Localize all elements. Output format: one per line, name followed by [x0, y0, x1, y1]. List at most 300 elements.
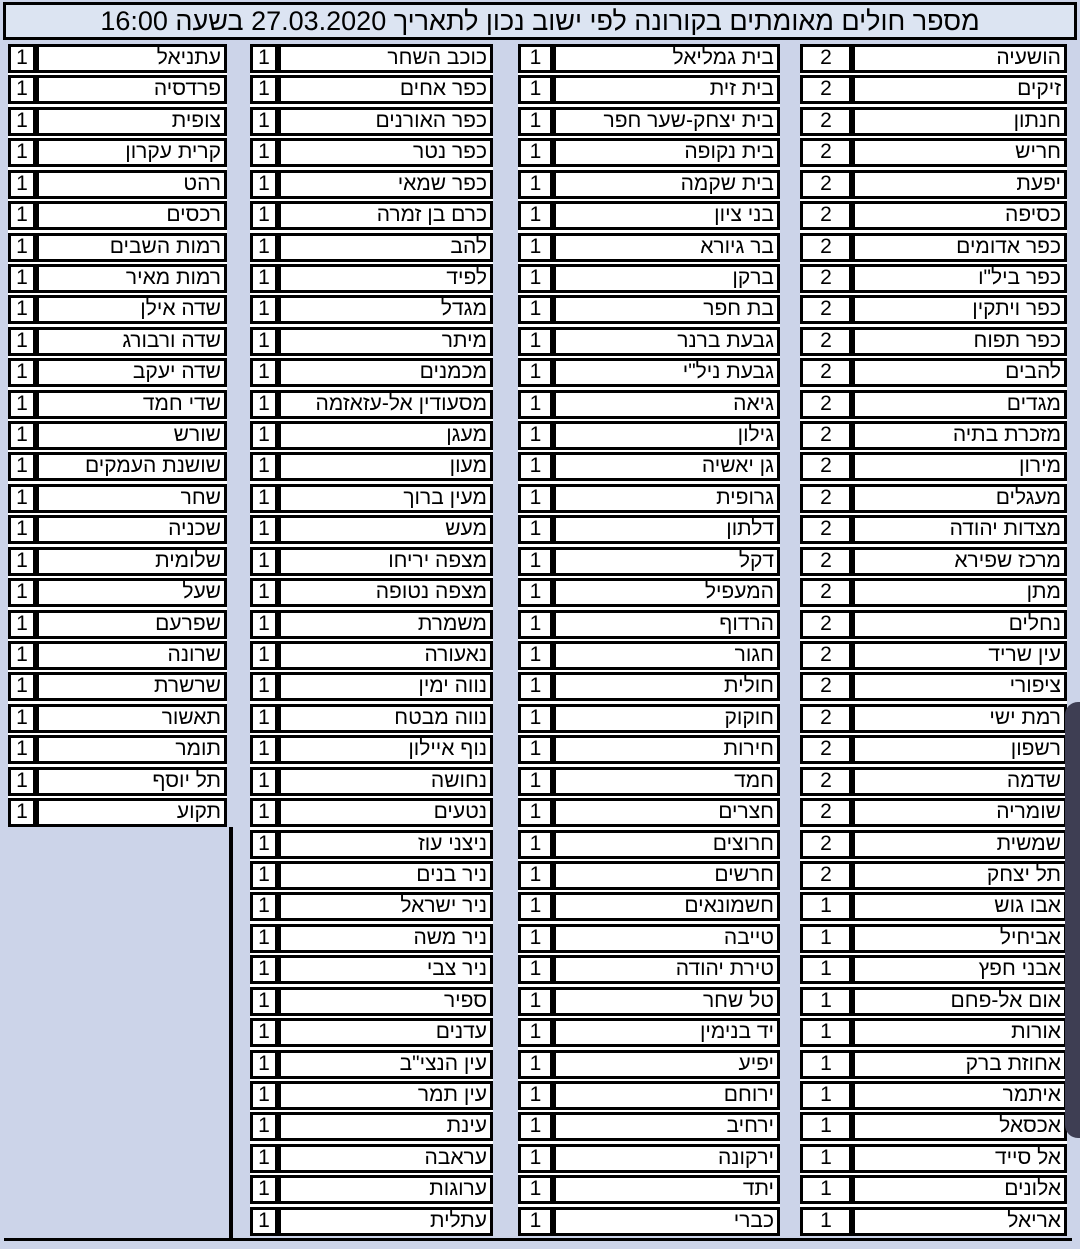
- settlement-name-cell: ניצני עוז: [278, 830, 493, 859]
- table-row: [518, 1081, 780, 1110]
- table-row: [518, 295, 780, 324]
- settlement-name-cell: חנתון: [852, 107, 1067, 136]
- case-count-cell: 2: [800, 484, 852, 513]
- case-count-cell: 1: [518, 830, 553, 859]
- table-row: [800, 1050, 1067, 1079]
- table-row: [8, 798, 227, 827]
- settlement-name-cell: כסיפה: [852, 201, 1067, 230]
- settlement-name-cell: מעש: [278, 515, 493, 544]
- settlement-name-cell: חגור: [553, 641, 780, 670]
- settlement-name-cell: פרדסיה: [36, 75, 227, 104]
- settlement-name-cell: שדה אילן: [36, 295, 227, 324]
- table-row: [8, 138, 227, 167]
- case-count-cell: 2: [800, 704, 852, 733]
- table-row: [250, 641, 493, 670]
- case-count-cell: 1: [518, 390, 553, 419]
- table-row: [8, 704, 227, 733]
- table-row: [518, 1018, 780, 1047]
- settlement-name-cell: כפר נטר: [278, 138, 493, 167]
- case-count-cell: 1: [518, 547, 553, 576]
- case-count-cell: 1: [250, 170, 278, 199]
- case-count-cell: 1: [518, 170, 553, 199]
- case-count-cell: 1: [8, 390, 36, 419]
- table-row: [800, 641, 1067, 670]
- table-row: [800, 892, 1067, 921]
- case-count-cell: 1: [250, 1081, 278, 1110]
- table-row: [250, 138, 493, 167]
- case-count-cell: 1: [250, 233, 278, 262]
- settlement-name-cell: נאעורה: [278, 641, 493, 670]
- table-row: [250, 1050, 493, 1079]
- case-count-cell: 2: [800, 547, 852, 576]
- table-row: [800, 295, 1067, 324]
- table-row: [8, 578, 227, 607]
- settlement-name-cell: טל שחר: [553, 987, 780, 1016]
- table-row: [250, 704, 493, 733]
- table-row: [250, 892, 493, 921]
- settlement-name-cell: שעל: [36, 578, 227, 607]
- settlement-name-cell: כוכב השחר: [278, 44, 493, 73]
- settlement-name-cell: חריש: [852, 138, 1067, 167]
- table-row: [518, 138, 780, 167]
- case-count-cell: 1: [250, 390, 278, 419]
- case-count-cell: 2: [800, 861, 852, 890]
- table-row: [518, 830, 780, 859]
- table-row: [250, 830, 493, 859]
- table-bottom-border: [4, 1238, 1072, 1241]
- settlement-name-cell: אחוזת ברק: [852, 1050, 1067, 1079]
- case-count-cell: 1: [800, 987, 852, 1016]
- table-row: [800, 515, 1067, 544]
- settlement-name-cell: רמות השבים: [36, 233, 227, 262]
- table-row: [8, 358, 227, 387]
- table-row: [518, 484, 780, 513]
- case-count-cell: 1: [250, 578, 278, 607]
- settlement-name-cell: גבעת ברנר: [553, 327, 780, 356]
- settlement-name-cell: חרוצים: [553, 830, 780, 859]
- settlement-name-cell: אביחיל: [852, 924, 1067, 953]
- case-count-cell: 1: [518, 484, 553, 513]
- settlement-name-cell: שורש: [36, 421, 227, 450]
- table-row: [800, 75, 1067, 104]
- table-row: [250, 201, 493, 230]
- case-count-cell: 1: [8, 107, 36, 136]
- table-row: [250, 107, 493, 136]
- case-count-cell: 1: [250, 138, 278, 167]
- case-count-cell: 1: [518, 515, 553, 544]
- table-row: [518, 1144, 780, 1173]
- settlement-name-cell: רשפון: [852, 735, 1067, 764]
- case-count-cell: 1: [518, 641, 553, 670]
- settlement-name-cell: לפיד: [278, 264, 493, 293]
- case-count-cell: 1: [250, 672, 278, 701]
- case-count-cell: 1: [518, 358, 553, 387]
- case-count-cell: 1: [800, 1144, 852, 1173]
- settlement-name-cell: יפיע: [553, 1050, 780, 1079]
- settlement-name-cell: שדי חמד: [36, 390, 227, 419]
- settlement-name-cell: גרופית: [553, 484, 780, 513]
- settlement-name-cell: שחר: [36, 484, 227, 513]
- table-row: [518, 44, 780, 73]
- case-count-cell: 1: [250, 955, 278, 984]
- settlement-name-cell: עינת: [278, 1112, 493, 1141]
- table-row: [250, 798, 493, 827]
- table-row: [8, 75, 227, 104]
- table-row: [250, 1144, 493, 1173]
- settlement-name-cell: שכניה: [36, 515, 227, 544]
- case-count-cell: 1: [250, 610, 278, 639]
- table-row: [800, 1018, 1067, 1047]
- settlement-name-cell: עין תמר: [278, 1081, 493, 1110]
- settlement-name-cell: מעגן: [278, 421, 493, 450]
- settlement-name-cell: יתד: [553, 1175, 780, 1204]
- table-row: [518, 924, 780, 953]
- settlement-name-cell: אלונים: [852, 1175, 1067, 1204]
- settlement-name-cell: ירוחם: [553, 1081, 780, 1110]
- settlement-name-cell: שפרעם: [36, 610, 227, 639]
- case-count-cell: 1: [250, 484, 278, 513]
- case-count-cell: 2: [800, 421, 852, 450]
- table-row: [518, 610, 780, 639]
- settlement-name-cell: בית יצחק-שער חפר: [553, 107, 780, 136]
- settlement-name-cell: תל יצחק: [852, 861, 1067, 890]
- table-row: [250, 75, 493, 104]
- case-count-cell: 1: [800, 1112, 852, 1141]
- table-row: [250, 264, 493, 293]
- case-count-cell: 1: [800, 955, 852, 984]
- case-count-cell: 1: [8, 641, 36, 670]
- settlement-name-cell: ספיר: [278, 987, 493, 1016]
- settlement-name-cell: מיתר: [278, 327, 493, 356]
- table-row: [800, 421, 1067, 450]
- settlement-name-cell: ציפורי: [852, 672, 1067, 701]
- case-count-cell: 1: [250, 1207, 278, 1236]
- table-row: [518, 452, 780, 481]
- case-count-cell: 1: [250, 1112, 278, 1141]
- table-row: [250, 358, 493, 387]
- settlement-name-cell: חמד: [553, 767, 780, 796]
- table-row: [800, 264, 1067, 293]
- settlement-name-cell: מצפה יריחו: [278, 547, 493, 576]
- table-row: [800, 1207, 1067, 1236]
- table-row: [250, 987, 493, 1016]
- case-count-cell: 1: [250, 201, 278, 230]
- table-row: [8, 44, 227, 73]
- settlement-name-cell: אורות: [852, 1018, 1067, 1047]
- settlement-name-cell: כברי: [553, 1207, 780, 1236]
- table-row: [250, 672, 493, 701]
- table-row: [518, 1207, 780, 1236]
- case-count-cell: 1: [518, 1081, 553, 1110]
- settlement-name-cell: אל סייד: [852, 1144, 1067, 1173]
- settlement-name-cell: ערוגות: [278, 1175, 493, 1204]
- case-count-cell: 1: [8, 578, 36, 607]
- table-row: [8, 201, 227, 230]
- case-count-cell: 1: [800, 1018, 852, 1047]
- table-row: [250, 578, 493, 607]
- case-count-cell: 1: [518, 75, 553, 104]
- case-count-cell: 1: [800, 1050, 852, 1079]
- settlement-name-cell: ירקונה: [553, 1144, 780, 1173]
- table-row: [518, 987, 780, 1016]
- table-row: [8, 295, 227, 324]
- settlement-name-cell: כפר ויתקין: [852, 295, 1067, 324]
- case-count-cell: 2: [800, 358, 852, 387]
- settlement-name-cell: שומריה: [852, 798, 1067, 827]
- case-count-cell: 1: [250, 1018, 278, 1047]
- case-count-cell: 1: [8, 170, 36, 199]
- case-count-cell: 2: [800, 201, 852, 230]
- table-row: [250, 1081, 493, 1110]
- settlement-name-cell: חצרים: [553, 798, 780, 827]
- case-count-cell: 1: [250, 515, 278, 544]
- case-count-cell: 2: [800, 515, 852, 544]
- table-row: [800, 327, 1067, 356]
- settlement-name-cell: רהט: [36, 170, 227, 199]
- settlement-name-cell: מסעודין אל-עזאזמה: [278, 390, 493, 419]
- table-row: [800, 798, 1067, 827]
- settlement-name-cell: חשמונאים: [553, 892, 780, 921]
- case-count-cell: 2: [800, 327, 852, 356]
- settlement-name-cell: תומר: [36, 735, 227, 764]
- case-count-cell: 1: [8, 295, 36, 324]
- case-count-cell: 1: [8, 735, 36, 764]
- case-count-cell: 1: [8, 704, 36, 733]
- settlement-name-cell: גבעת ניל"י: [553, 358, 780, 387]
- table-row: [250, 1112, 493, 1141]
- case-count-cell: 1: [250, 1050, 278, 1079]
- case-count-cell: 2: [800, 735, 852, 764]
- case-count-cell: 1: [250, 264, 278, 293]
- settlement-name-cell: בית שקמה: [553, 170, 780, 199]
- settlement-name-cell: נטעים: [278, 798, 493, 827]
- table-row: [250, 1018, 493, 1047]
- table-row: [518, 955, 780, 984]
- settlement-name-cell: כרם בן זמרה: [278, 201, 493, 230]
- case-count-cell: 1: [518, 107, 553, 136]
- table-row: [8, 547, 227, 576]
- case-count-cell: 1: [518, 1112, 553, 1141]
- case-count-cell: 2: [800, 264, 852, 293]
- case-count-cell: 2: [800, 672, 852, 701]
- case-count-cell: 1: [518, 798, 553, 827]
- table-row: [518, 515, 780, 544]
- settlement-name-cell: ניר צבי: [278, 955, 493, 984]
- settlement-name-cell: תאשור: [36, 704, 227, 733]
- case-count-cell: 1: [518, 955, 553, 984]
- table-row: [518, 421, 780, 450]
- settlement-name-cell: כפר האורנים: [278, 107, 493, 136]
- settlement-name-cell: חרשים: [553, 861, 780, 890]
- settlement-name-cell: תל יוסף: [36, 767, 227, 796]
- settlement-name-cell: נחלים: [852, 610, 1067, 639]
- case-count-cell: 1: [8, 75, 36, 104]
- settlement-name-cell: נוף איילון: [278, 735, 493, 764]
- table-row: [518, 861, 780, 890]
- table-row: [8, 452, 227, 481]
- table-row: [518, 892, 780, 921]
- case-count-cell: 1: [250, 798, 278, 827]
- settlement-name-cell: אבני חפץ: [852, 955, 1067, 984]
- case-count-cell: 1: [518, 704, 553, 733]
- case-count-cell: 1: [250, 704, 278, 733]
- table-row: [250, 452, 493, 481]
- settlement-name-cell: מכמנים: [278, 358, 493, 387]
- case-count-cell: 1: [250, 547, 278, 576]
- case-count-cell: 2: [800, 578, 852, 607]
- case-count-cell: 1: [518, 295, 553, 324]
- scrollbar-thumb[interactable]: [1065, 702, 1080, 1138]
- settlement-name-cell: טירת יהודה: [553, 955, 780, 984]
- case-count-cell: 1: [518, 1050, 553, 1079]
- table-row: [250, 955, 493, 984]
- settlement-name-cell: דקל: [553, 547, 780, 576]
- case-count-cell: 2: [800, 798, 852, 827]
- settlement-name-cell: בר גיורא: [553, 233, 780, 262]
- table-row: [800, 735, 1067, 764]
- case-count-cell: 1: [250, 767, 278, 796]
- settlement-name-cell: עין הנצי"ב: [278, 1050, 493, 1079]
- settlement-name-cell: טייבה: [553, 924, 780, 953]
- case-count-cell: 1: [8, 672, 36, 701]
- settlement-name-cell: מעון: [278, 452, 493, 481]
- case-count-cell: 1: [250, 1144, 278, 1173]
- case-count-cell: 1: [518, 264, 553, 293]
- settlement-name-cell: מרכז שפירא: [852, 547, 1067, 576]
- settlement-name-cell: נווה ימין: [278, 672, 493, 701]
- table-row: [8, 672, 227, 701]
- table-row: [800, 610, 1067, 639]
- table-row: [800, 201, 1067, 230]
- table-row: [518, 798, 780, 827]
- settlement-name-cell: מגדים: [852, 390, 1067, 419]
- settlement-name-cell: כפר שמאי: [278, 170, 493, 199]
- settlement-name-cell: יד בנימין: [553, 1018, 780, 1047]
- settlement-name-cell: שדה ורבורג: [36, 327, 227, 356]
- settlement-name-cell: מירון: [852, 452, 1067, 481]
- table-row: [800, 358, 1067, 387]
- table-row: [518, 767, 780, 796]
- case-count-cell: 1: [250, 1175, 278, 1204]
- settlement-name-cell: גן יאשיה: [553, 452, 780, 481]
- table-row: [800, 452, 1067, 481]
- case-count-cell: 2: [800, 641, 852, 670]
- settlement-name-cell: כפר אחים: [278, 75, 493, 104]
- case-count-cell: 1: [518, 44, 553, 73]
- case-count-cell: 1: [8, 515, 36, 544]
- case-count-cell: 1: [250, 107, 278, 136]
- settlement-name-cell: ניר בנים: [278, 861, 493, 890]
- table-row: [518, 107, 780, 136]
- settlement-name-cell: רכסים: [36, 201, 227, 230]
- case-count-cell: 1: [8, 798, 36, 827]
- settlement-name-cell: בית זית: [553, 75, 780, 104]
- table-row: [800, 1144, 1067, 1173]
- case-count-cell: 1: [518, 1175, 553, 1204]
- settlement-name-cell: גיאה: [553, 390, 780, 419]
- table-row: [800, 233, 1067, 262]
- table-row: [800, 830, 1067, 859]
- table-row: [518, 264, 780, 293]
- case-count-cell: 1: [250, 75, 278, 104]
- settlement-name-cell: להבים: [852, 358, 1067, 387]
- settlement-name-cell: נחושה: [278, 767, 493, 796]
- table-row: [250, 44, 493, 73]
- table-row: [518, 1050, 780, 1079]
- settlement-name-cell: צופית: [36, 107, 227, 136]
- case-count-cell: 1: [518, 610, 553, 639]
- case-count-cell: 1: [8, 484, 36, 513]
- table-row: [518, 201, 780, 230]
- column-border-extension: [229, 827, 233, 1241]
- table-row: [800, 1175, 1067, 1204]
- case-count-cell: 1: [518, 138, 553, 167]
- case-count-cell: 1: [800, 892, 852, 921]
- table-row: [800, 578, 1067, 607]
- table-row: [518, 735, 780, 764]
- table-row: [8, 170, 227, 199]
- settlement-name-cell: בני ציון: [553, 201, 780, 230]
- table-row: [250, 547, 493, 576]
- table-row: [800, 1081, 1067, 1110]
- settlement-name-cell: שמשית: [852, 830, 1067, 859]
- settlement-name-cell: זיקים: [852, 75, 1067, 104]
- table-row: [8, 233, 227, 262]
- case-count-cell: 1: [800, 924, 852, 953]
- table-row: [8, 767, 227, 796]
- settlement-name-cell: אריאל: [852, 1207, 1067, 1236]
- table-row: [250, 735, 493, 764]
- case-count-cell: 1: [8, 767, 36, 796]
- table-row: [800, 484, 1067, 513]
- table-row: [800, 1112, 1067, 1141]
- table-row: [800, 861, 1067, 890]
- case-count-cell: 2: [800, 138, 852, 167]
- case-count-cell: 2: [800, 767, 852, 796]
- settlement-name-cell: ניר ישראל: [278, 892, 493, 921]
- case-count-cell: 2: [800, 830, 852, 859]
- table-row: [250, 610, 493, 639]
- table-row: [800, 138, 1067, 167]
- settlement-name-cell: שושנת העמקים: [36, 452, 227, 481]
- table-row: [800, 987, 1067, 1016]
- case-count-cell: 2: [800, 107, 852, 136]
- case-count-cell: 1: [8, 44, 36, 73]
- table-row: [250, 484, 493, 513]
- table-row: [250, 295, 493, 324]
- settlement-name-cell: כפר ביל"ו: [852, 264, 1067, 293]
- case-count-cell: 1: [8, 547, 36, 576]
- table-row: [800, 107, 1067, 136]
- case-count-cell: 1: [518, 1144, 553, 1173]
- settlement-name-cell: קרית עקרון: [36, 138, 227, 167]
- case-count-cell: 1: [8, 610, 36, 639]
- settlement-name-cell: ניר משה: [278, 924, 493, 953]
- table-row: [8, 610, 227, 639]
- settlement-name-cell: מצפה נטופה: [278, 578, 493, 607]
- case-count-cell: 1: [8, 452, 36, 481]
- table-row: [250, 861, 493, 890]
- table-row: [250, 924, 493, 953]
- case-count-cell: 1: [250, 295, 278, 324]
- table-row: [8, 641, 227, 670]
- settlement-name-cell: אכסאל: [852, 1112, 1067, 1141]
- table-row: [8, 390, 227, 419]
- settlement-name-cell: חירות: [553, 735, 780, 764]
- table-row: [250, 1175, 493, 1204]
- table-row: [8, 515, 227, 544]
- case-count-cell: 1: [518, 987, 553, 1016]
